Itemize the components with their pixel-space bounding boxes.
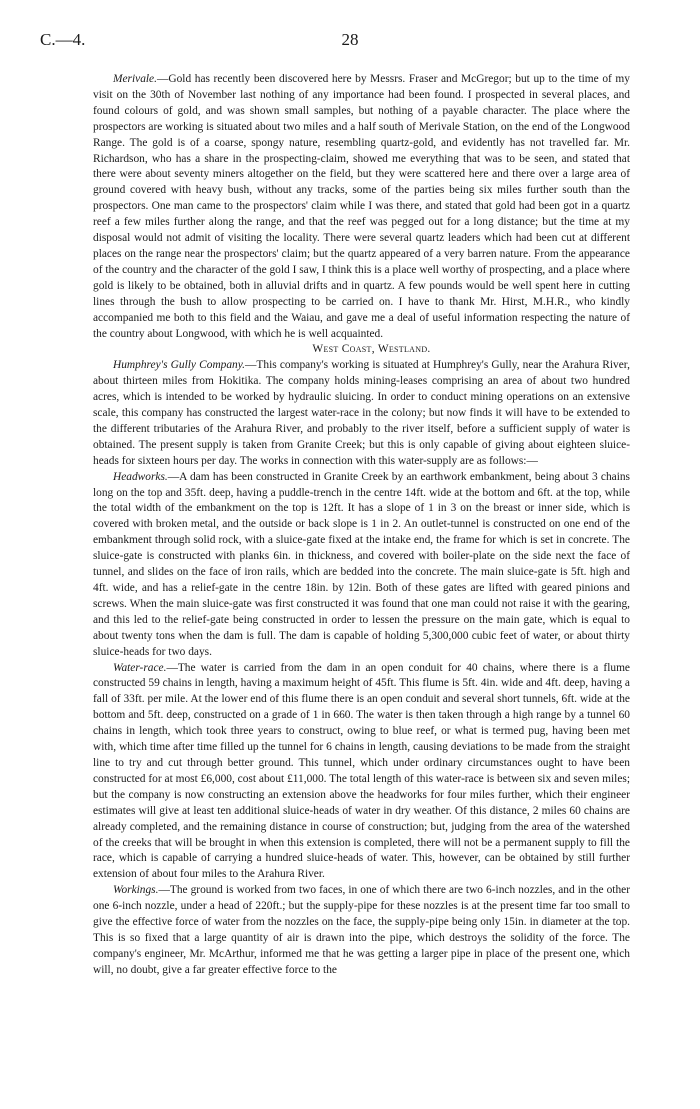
paragraph-text: —A dam has been constructed in Granite Creek by an earthwork embankment, being about 3 chains long on the top and 35ft. deep, having a puddle-trench in the centre 14ft. wide at the bottom and 6ft. at the top, while the total width of the embankment on the top is 12ft. It has a slope of 1 in 3 on the breast or inner side, which is covered with broken metal, and the outside or back slope is 1 in 2. An outlet-tunnel is constructed on one end of the embankment through solid rock, with a sluice-gate fixed at the intake end, the frame for which is set in concrete. The sluice-gate is constructed with planks 6in. in thickness, and covered with boiler-plate on the side next the face of tunnel, and slides on the face of iron rails, which are bedded into the concrete. The main sluice-gate is 5ft. high and 4ft. wide, and has a relief-gate in the centre 18in. by 12in. Both of these gates are lifted with geared pinions and screws. When the main sluice-gate was first constructed it was found that one man could not raise it with the gearing, and this led to the relief-gate being constructed in order to lessen the pressure on the main gate, which is equal to about twenty tons when the dam is full. The dam is capable of holding 5,300,000 cubic feet of water, or about thirty sluice-heads for two days. bbox=[93, 470, 630, 658]
paragraph-text: —The water is carried from the dam in an open conduit for 40 chains, where there is a flume constructed 59 chains in length, having a maximum height of 45ft. This flume is 5ft. 4in. wide and 4ft. deep, having a fall of 33ft. per mile. At the lower end of this flume there is an open conduit and several short tunnels, 6ft. wide at the bottom and 5ft. deep, constructed on a grade of 1 in 660. The water is then taken through a high range by a tunnel 60 chains in length, which took three years to construct, owing to blue reef, or what is termed pug, having been met with, which time after time filled up the tunnel for 6 chains in length, causing deviations to be made from the straight line to try and cut through better ground. This tunnel, which under ordinary circumstances ought to have been constructed for at most £6,000, cost about £11,000. The total length of this water-race is between six and seven miles; but the company is now constructing an extension above the headworks for four miles further, which their engineer estimates will give at least ten additional sluice-heads of water in dry weather. Of this distance, 2 miles 60 chains are already completed, and the remaining distance in course of construction; but, judging from the area of the watershed of the creeks that will be brought in when this extension is completed, there will not be a permanent supply to fill the race, which is capable of carrying a hundred sluice-heads of water. This, however, can be obtained by still further extension of about four miles to the Arahura River. bbox=[93, 661, 630, 881]
paragraph-water-race bbox=[93, 661, 630, 884]
page-header bbox=[40, 30, 660, 54]
paragraph-text: —Gold has recently been discovered here by Messrs. Fraser and McGregor; but up to the time of my visit on the 30th of November last nothing of any importance had been found. I prospected in several places, and found colours of gold, and was shown small samples, but nothing of a payable character. The place where the prospectors are working is situated about two miles and a half south of Merivale Station, on the end of the Longwood Range. The gold is of a coarse, spongy nature, resembling quartz-gold, and evidently has not travelled far. Mr. Richardson, who has a share in the prospecting-claim, showed me everything that was to be seen, and stated that there were about seventy miners altogether on the field, but they were scattered here and there over a large area of ground covered with heavy bush, without any tracks, some of the parties being six miles further south than the prospectors. One man came to the prospectors' claim while I was there, and stated that gold had been got in a quartz reef a few miles further along the range, and that the reef was pegged out for a long distance; but the time at my disposal would not admit of visiting the locality. There were several quartz leaders which had been cut at different places on the range near the prospectors' claim; but the quartz appeared of a very barren nature. From the appearance of the country and the character of the gold I saw, I think this is a place well worthy of prospecting, and a place where gold is likely to be obtained, both in alluvial drifts and in quartz. A few pounds would be well spent here in cutting lines through the bush to allow prospecting to be carried on. I have to thank Mr. Hirst, M.H.R., who kindly accompanied me both to this field and the Waiau, and gave me a deal of useful information respecting the nature of the country about Longwood, with which he is well acquainted. bbox=[93, 73, 630, 340]
paragraph-headworks bbox=[93, 470, 630, 661]
paragraph-lead: Headworks. bbox=[113, 470, 168, 483]
paragraph-workings bbox=[93, 883, 630, 978]
paragraph-lead: Workings. bbox=[113, 884, 159, 897]
document-reference: C.—4. bbox=[40, 30, 86, 49]
paragraph-text: —The ground is worked from two faces, in one of which there are two 6-inch nozzles, and in the other one 6-inch nozzle, under a head of 220ft.; but the supply-pipe for these nozzles is at the present time far too small to give the effective force of water from the nozzles on the face, the supply-pipe being only 15in. in diameter at the top. This is so fixed that a large quantity of air is drawn into the pipe, which destroys the solidity of the force. The company's engineer, Mr. McArthur, informed me that he was getting a larger pipe in place of the present one, which will, no doubt, give a far greater effective force to the bbox=[93, 884, 630, 976]
paragraph-humphreys-gully bbox=[93, 358, 630, 469]
paragraph-lead: Merivale. bbox=[113, 73, 157, 85]
paragraph-merivale bbox=[93, 72, 630, 342]
paragraph-text: —This company's working is situated at Humphrey's Gully, near the Arahura River, about thirteen miles from Hokitika. The company holds mining-leases comprising an area of about two hundred acres, which is intended to be worked by hydraulic sluicing. In order to conduct mining operations on an extensive scale, this company has constructed the largest water-race in the colony; but now finds it will have to be extended to the different tributaries of the Arahura River, and probably to the river itself, before a sufficient supply of water is obtained. The present supply is taken from Granite Creek; but this is only capable of giving about eighteen sluice-heads for sixteen hours per day. The works in connection with this water-supply are as follows:— bbox=[93, 359, 630, 467]
paragraph-lead: Humphrey's Gully Company. bbox=[113, 359, 246, 372]
body-text bbox=[93, 72, 630, 979]
section-heading: West Coast, Westland. bbox=[312, 343, 431, 356]
paragraph-lead: Water-race. bbox=[113, 661, 167, 674]
page-number: 28 bbox=[341, 30, 359, 49]
